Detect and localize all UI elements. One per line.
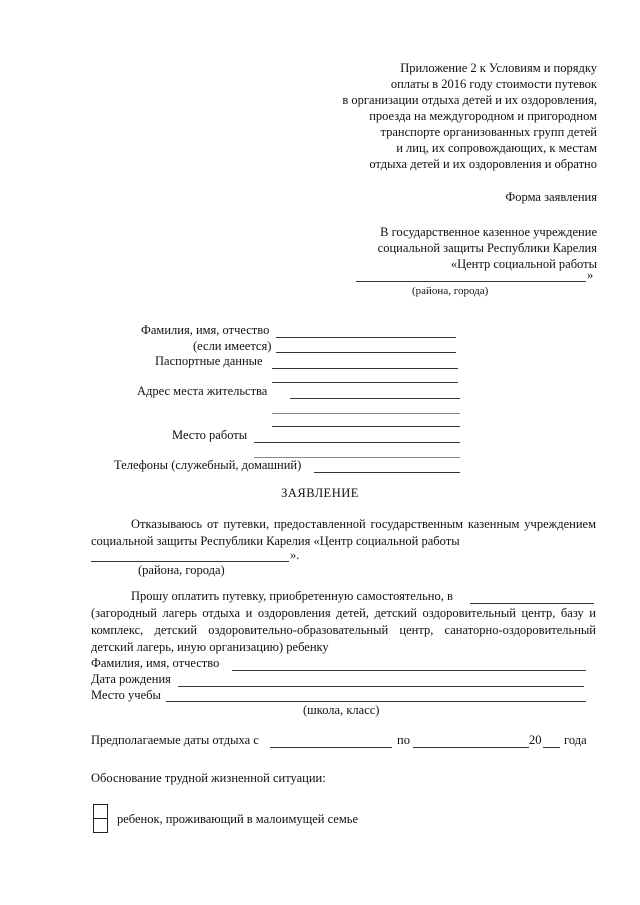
district-caption: (района, города) xyxy=(412,285,489,297)
justification-label: Обоснование трудной жизненной ситуации: xyxy=(91,771,326,785)
date-from-field[interactable] xyxy=(270,746,392,748)
passport-label: Паспортные данные xyxy=(155,354,263,368)
request-text-rest: (загородный лагерь отдыха и оздоровления детей, детский оздоровительный центр, базу и комплекс, детский оздоровительно-образовательный центр, санаторно-оздоровительный детский лагерь, иную организацию) ребенку xyxy=(91,606,596,654)
child-fio-field[interactable] xyxy=(232,669,586,671)
appendix-line: проезда на междугородном и пригородном xyxy=(369,109,597,123)
low-income-checkbox[interactable] xyxy=(93,804,108,819)
work-field[interactable] xyxy=(254,441,460,443)
organization-field[interactable] xyxy=(470,602,594,604)
year-prefix: 20 xyxy=(529,733,542,747)
addressee-block xyxy=(378,224,597,272)
appendix-line: оплаты в 2016 году стоимости путевок xyxy=(390,77,597,91)
addressee-line: «Центр социальной работы xyxy=(450,257,597,271)
appendix-line: Приложение 2 к Условиям и порядку xyxy=(400,61,597,75)
address-field-2[interactable] xyxy=(272,412,460,414)
phones-field[interactable] xyxy=(314,471,460,473)
addressee-line: В государственное казенное учреждение xyxy=(380,225,597,239)
address-field[interactable] xyxy=(290,397,460,399)
justification-option-low-income: ребенок, проживающий в малоимущей семье xyxy=(117,812,359,826)
closing-quote: » xyxy=(587,268,594,282)
request-text-start: Прошу оплатить путевку, приобретенную самостоятельно, в xyxy=(131,589,453,603)
refusal-caption: (района, города) xyxy=(138,563,225,577)
appendix-line: в организации отдыха детей и их оздоровления, xyxy=(342,93,597,107)
passport-field-2[interactable] xyxy=(272,381,458,383)
refusal-text: Отказываюсь от путевки, предоставленной государственным казенным учреждением социальной защиты Республики Карелия «Центр социальной работы xyxy=(91,517,596,548)
district-input-line[interactable] xyxy=(356,280,586,282)
refusal-line-end: ». xyxy=(290,548,300,562)
refusal-paragraph xyxy=(91,516,596,550)
dates-to-label: по xyxy=(397,733,410,747)
appendix-line: транспорте организованных групп детей xyxy=(380,125,597,139)
year-field[interactable] xyxy=(543,746,560,748)
request-paragraph xyxy=(91,605,596,656)
applicant-fio-label: Фамилия, имя, отчество xyxy=(141,323,270,337)
date-to-field[interactable] xyxy=(413,746,529,748)
addressee-line: социальной защиты Республики Карелия xyxy=(377,241,597,255)
year-suffix: года xyxy=(564,733,587,747)
applicant-fio-field[interactable] xyxy=(276,336,456,338)
phones-label: Телефоны (служебный, домашний) xyxy=(114,458,302,472)
appendix-line: отдыха детей и их оздоровления и обратно xyxy=(369,157,597,171)
address-label: Адрес места жительства xyxy=(137,384,268,398)
child-school-label: Место учебы xyxy=(91,688,161,702)
address-field-3[interactable] xyxy=(272,425,460,427)
applicant-fio-field-2[interactable] xyxy=(276,351,456,353)
refusal-district-field[interactable] xyxy=(91,560,289,562)
form-title: Форма заявления xyxy=(505,190,597,204)
child-birth-field[interactable] xyxy=(178,685,584,687)
statement-heading: ЗАЯВЛЕНИЕ xyxy=(281,486,359,500)
child-school-field[interactable] xyxy=(166,700,586,702)
dates-label: Предполагаемые даты отдыха с xyxy=(91,733,259,747)
appendix-header xyxy=(342,60,597,172)
school-caption: (школа, класс) xyxy=(303,703,380,717)
passport-field[interactable] xyxy=(272,367,458,369)
work-label: Место работы xyxy=(172,428,248,442)
child-fio-label: Фамилия, имя, отчество xyxy=(91,656,220,670)
applicant-fio-note: (если имеется) xyxy=(193,339,272,353)
low-income-checkbox-2[interactable] xyxy=(93,818,108,833)
appendix-line: и лиц, их сопровождающих, к местам xyxy=(396,141,597,155)
child-birth-label: Дата рождения xyxy=(91,672,171,686)
